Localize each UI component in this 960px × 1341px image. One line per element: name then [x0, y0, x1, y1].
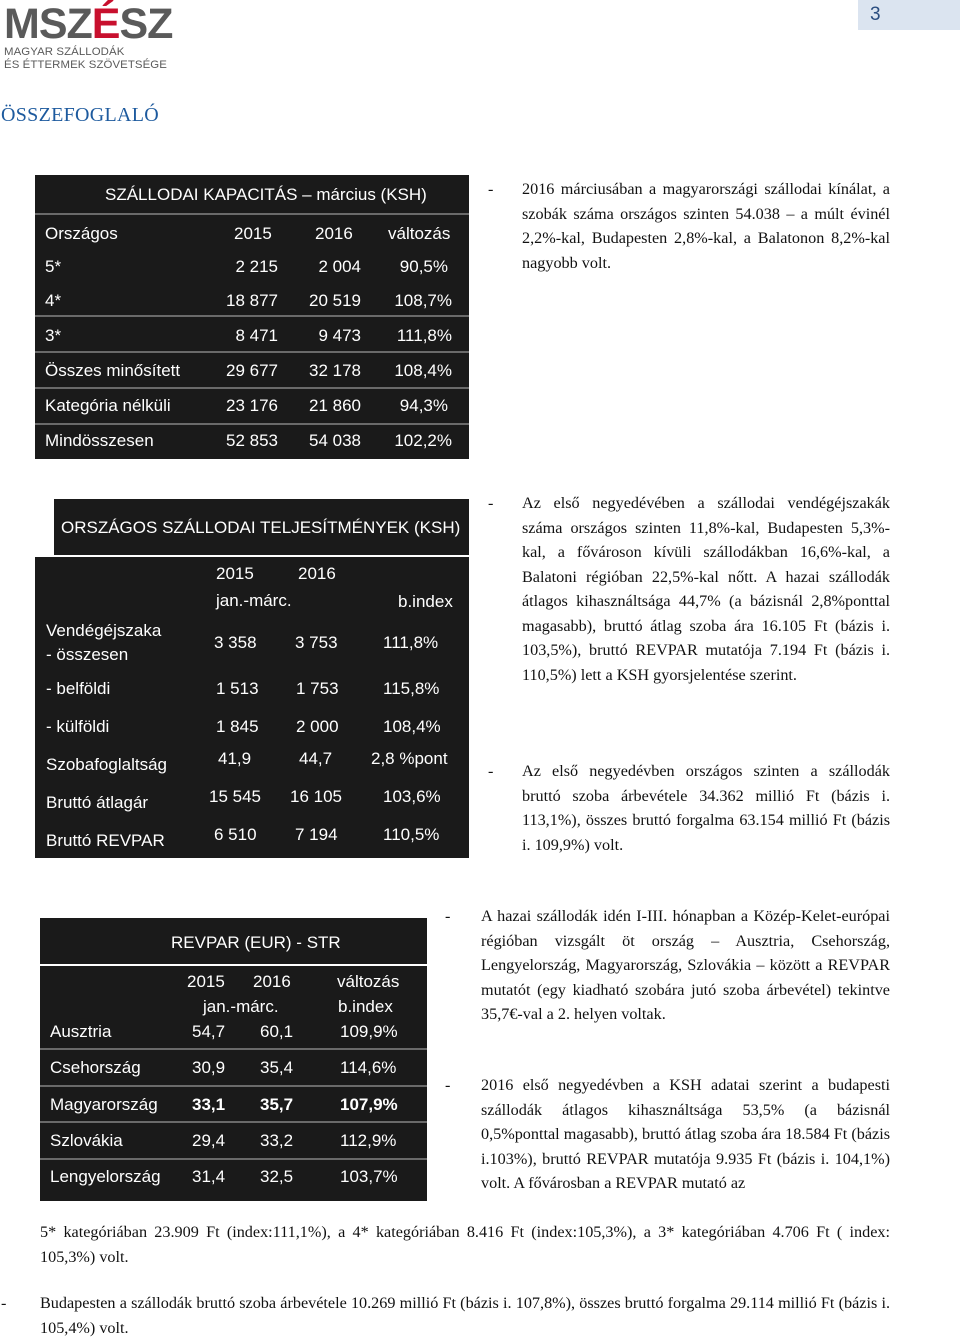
summary-paragraph-revenue: - Az első negyedévben országos szinten a szállodák bruttó szoba árbevétele 34.362 millió Ft (bázis i. 113,1%), összes bruttó forgalma 63.154 millió Ft (bázis i. 109,9%) volt.	[488, 762, 890, 854]
performance-row-label: - külföldi	[46, 717, 110, 736]
capacity-row-2015: 18 877	[226, 291, 278, 310]
performance-row-2016: 1 753	[296, 679, 339, 698]
performance-row-2016: 44,7	[299, 749, 333, 768]
capacity-row-change: 108,4%	[394, 361, 452, 380]
revpar-row-change: 103,7%	[340, 1167, 398, 1186]
revpar-row-country: Magyarország	[50, 1095, 158, 1114]
revpar-row-2015: 54,7	[192, 1022, 226, 1041]
revpar-table-title: REVPAR (EUR) - STR	[171, 933, 341, 952]
capacity-row-2015: 2 215	[235, 257, 278, 276]
revpar-row-change: 107,9%	[340, 1095, 398, 1114]
revpar-row-change: 114,6%	[340, 1058, 397, 1077]
capacity-row-2016: 2 004	[318, 257, 361, 276]
performance-row-label: - belföldi	[46, 679, 111, 698]
performance-row-index: 110,5%	[383, 825, 440, 844]
revpar-row-country: Lengyelország	[50, 1167, 161, 1186]
revpar-header-period: jan.-márc.	[203, 997, 279, 1016]
revpar-row-2016: 60,1	[260, 1022, 294, 1041]
capacity-row-label: 4*	[45, 291, 62, 310]
summary-paragraph-budapest: - 2016 első negyedévben a KSH adatai szerint a budapesti szállodák átlagos kihasználtsága 53,5% (a bázisnál 0,5%ponttal magasabb), bruttó átlag szoba ára 18.584 Ft (bázis i.103%), bruttó REVPAR mutatója 9.935 Ft (bázis i. 104,1%) volt. A fővárosban a REVPAR mutató az	[445, 1076, 890, 1192]
performance-header-period: jan.-márc.	[216, 591, 292, 610]
revpar-row-country: Szlovákia	[50, 1131, 123, 1150]
logo-wordmark: MSZÉSZ	[4, 0, 173, 48]
capacity-header-label: Országos	[45, 224, 118, 243]
performance-row-index: 115,8%	[383, 679, 440, 698]
logo-line-1: MAGYAR SZÁLLODÁK	[4, 46, 125, 58]
performance-row-index: 103,6%	[383, 787, 441, 806]
capacity-row-2015: 29 677	[226, 361, 278, 380]
performance-row-label: Vendégéjszaka - összesen	[46, 621, 162, 664]
capacity-row-2015: 23 176	[226, 396, 278, 415]
revpar-row-2016: 32,5	[260, 1167, 294, 1186]
capacity-row-change: 102,2%	[394, 431, 452, 450]
performance-row-label: Szobafoglaltság	[46, 755, 167, 774]
revpar-row-2015: 29,4	[192, 1131, 226, 1150]
revpar-row-2015: 30,9	[192, 1058, 226, 1077]
revpar-row-change: 109,9%	[340, 1022, 398, 1041]
capacity-row-label: Mindösszesen	[45, 431, 154, 450]
performance-header-2015: 2015	[216, 564, 254, 583]
revpar-row-country: Csehország	[50, 1058, 141, 1077]
summary-paragraph-performance: - Az első negyedévében a szállodai vendégéjszakák száma országos szinten 11,8%-kal, Budapesten 5,3%-kal, a fővároson kívüli szállodákban 16,6%-kal, a Balatoni régióban 22,5%-kal nőtt. A hazai szállodák átlagos kihasználtsága 44,7% (a bázisnál 2,8%ponttal magasabb), bruttó átlag szoba ára 16.105 Ft (bázis i. 103,5%), bruttó REVPAR mutatója 7.194 Ft (bázis i. 110,5%) lett a KSH gyorsjelentése szerint.	[488, 494, 890, 684]
capacity-row-label: Összes minősített	[45, 361, 181, 380]
revpar-header-2015: 2015	[187, 972, 225, 991]
capacity-table-title: SZÁLLODAI KAPACITÁS – március (KSH)	[105, 185, 427, 204]
performance-table	[35, 557, 469, 858]
revpar-row-2015: 33,1	[192, 1095, 226, 1114]
capacity-row-change: 108,7%	[394, 291, 452, 310]
performance-header-index: b.index	[398, 592, 453, 611]
performance-row-2015: 3 358	[214, 633, 257, 652]
summary-paragraph-budapest-categories: 5* kategóriában 23.909 Ft (index:111,1%), a 4* kategóriában 8.416 Ft (index:105,3%), a 3* kategóriában 4.706 Ft ( index: 105,3%) volt.	[40, 1223, 890, 1266]
performance-row-2015: 15 545	[209, 787, 261, 806]
performance-row-2015: 1 845	[216, 717, 259, 736]
page-number: 3	[858, 0, 960, 30]
performance-row-2016: 2 000	[296, 717, 339, 736]
revpar-title-bar	[40, 918, 427, 964]
capacity-row-2016: 54 038	[309, 431, 361, 450]
performance-row-index: 108,4%	[383, 717, 441, 736]
capacity-row-label: Kategória nélküli	[45, 396, 171, 415]
summary-paragraph-region: - A hazai szállodák idén I-III. hónapban a Közép-Kelet-európai régióban vizsgált öt ország – Ausztria, Csehország, Lengyelország, Magyarország, Szlovákia – között a REVPAR mutatót (egy kiadható szobára jutó szoba árbevétel) tekintve 35,7€-val a 2. helyen voltak.	[445, 907, 890, 1023]
performance-row-2016: 16 105	[290, 787, 342, 806]
revpar-row-2016: 33,2	[260, 1131, 294, 1150]
capacity-row-2016: 9 473	[318, 326, 361, 345]
revpar-table	[40, 966, 427, 1201]
capacity-row-change: 90,5%	[399, 257, 448, 276]
capacity-row-2015: 8 471	[235, 326, 278, 345]
performance-row-label: Bruttó átlagár	[46, 793, 149, 812]
revpar-row-2016: 35,7	[260, 1095, 294, 1114]
performance-row-index: 2,8 %pont	[371, 749, 448, 768]
revpar-row-change: 112,9%	[340, 1131, 397, 1150]
revpar-row-country: Ausztria	[50, 1022, 112, 1041]
capacity-row-2016: 32 178	[309, 361, 361, 380]
performance-row-2016: 7 194	[295, 825, 338, 844]
performance-row-2015: 41,9	[218, 749, 252, 768]
capacity-row-2016: 21 860	[309, 396, 361, 415]
performance-row-2015: 1 513	[216, 679, 259, 698]
performance-header-2016: 2016	[298, 564, 336, 583]
capacity-header-2016: 2016	[315, 224, 353, 243]
section-title: ÖSSZEFOGLALÓ	[1, 104, 160, 126]
revpar-row-2016: 35,4	[260, 1058, 294, 1077]
logo-line-2: ÉS ÉTTERMEK SZÖVETSÉGE	[4, 59, 167, 71]
performance-row-index: 111,8%	[383, 633, 439, 652]
performance-row-label: Bruttó REVPAR	[46, 831, 165, 850]
mszesz-logo	[4, 2, 174, 72]
capacity-row-label: 3*	[45, 326, 62, 345]
capacity-row-2016: 20 519	[309, 291, 361, 310]
capacity-header-change: változás	[388, 224, 451, 243]
capacity-row-change: 111,8%	[396, 326, 452, 345]
revpar-header-index: b.index	[338, 997, 393, 1016]
capacity-row-2015: 52 853	[226, 431, 278, 450]
revpar-row-2015: 31,4	[192, 1167, 226, 1186]
summary-paragraph-budapest-revenue: - Budapesten a szállodák bruttó szoba árbevétele 10.269 millió Ft (bázis i. 107,8%), összes bruttó forgalma 29.114 millió Ft (bázis i. 105,4%) volt.	[1, 1294, 890, 1337]
capacity-row-label: 5*	[45, 257, 62, 276]
capacity-header-2015: 2015	[234, 224, 272, 243]
summary-paragraph-capacity: - 2016 márciusában a magyarországi szállodai kínálat, a szobák száma országos szinten 54.038 – a múlt évinél 2,2%-kal, Budapesten 2,8%-kal, a Balatonon 8,2%-kal nagyobb volt.	[488, 180, 890, 272]
revpar-header-2016: 2016	[253, 972, 291, 991]
performance-row-2016: 3 753	[295, 633, 338, 652]
performance-title-bar	[54, 499, 469, 555]
capacity-table	[35, 175, 469, 459]
capacity-row-change: 94,3%	[399, 396, 448, 415]
revpar-header-change: változás	[337, 972, 400, 991]
performance-table-title: ORSZÁGOS SZÁLLODAI TELJESÍTMÉNYEK (KSH)	[61, 518, 461, 537]
performance-row-2015: 6 510	[214, 825, 257, 844]
